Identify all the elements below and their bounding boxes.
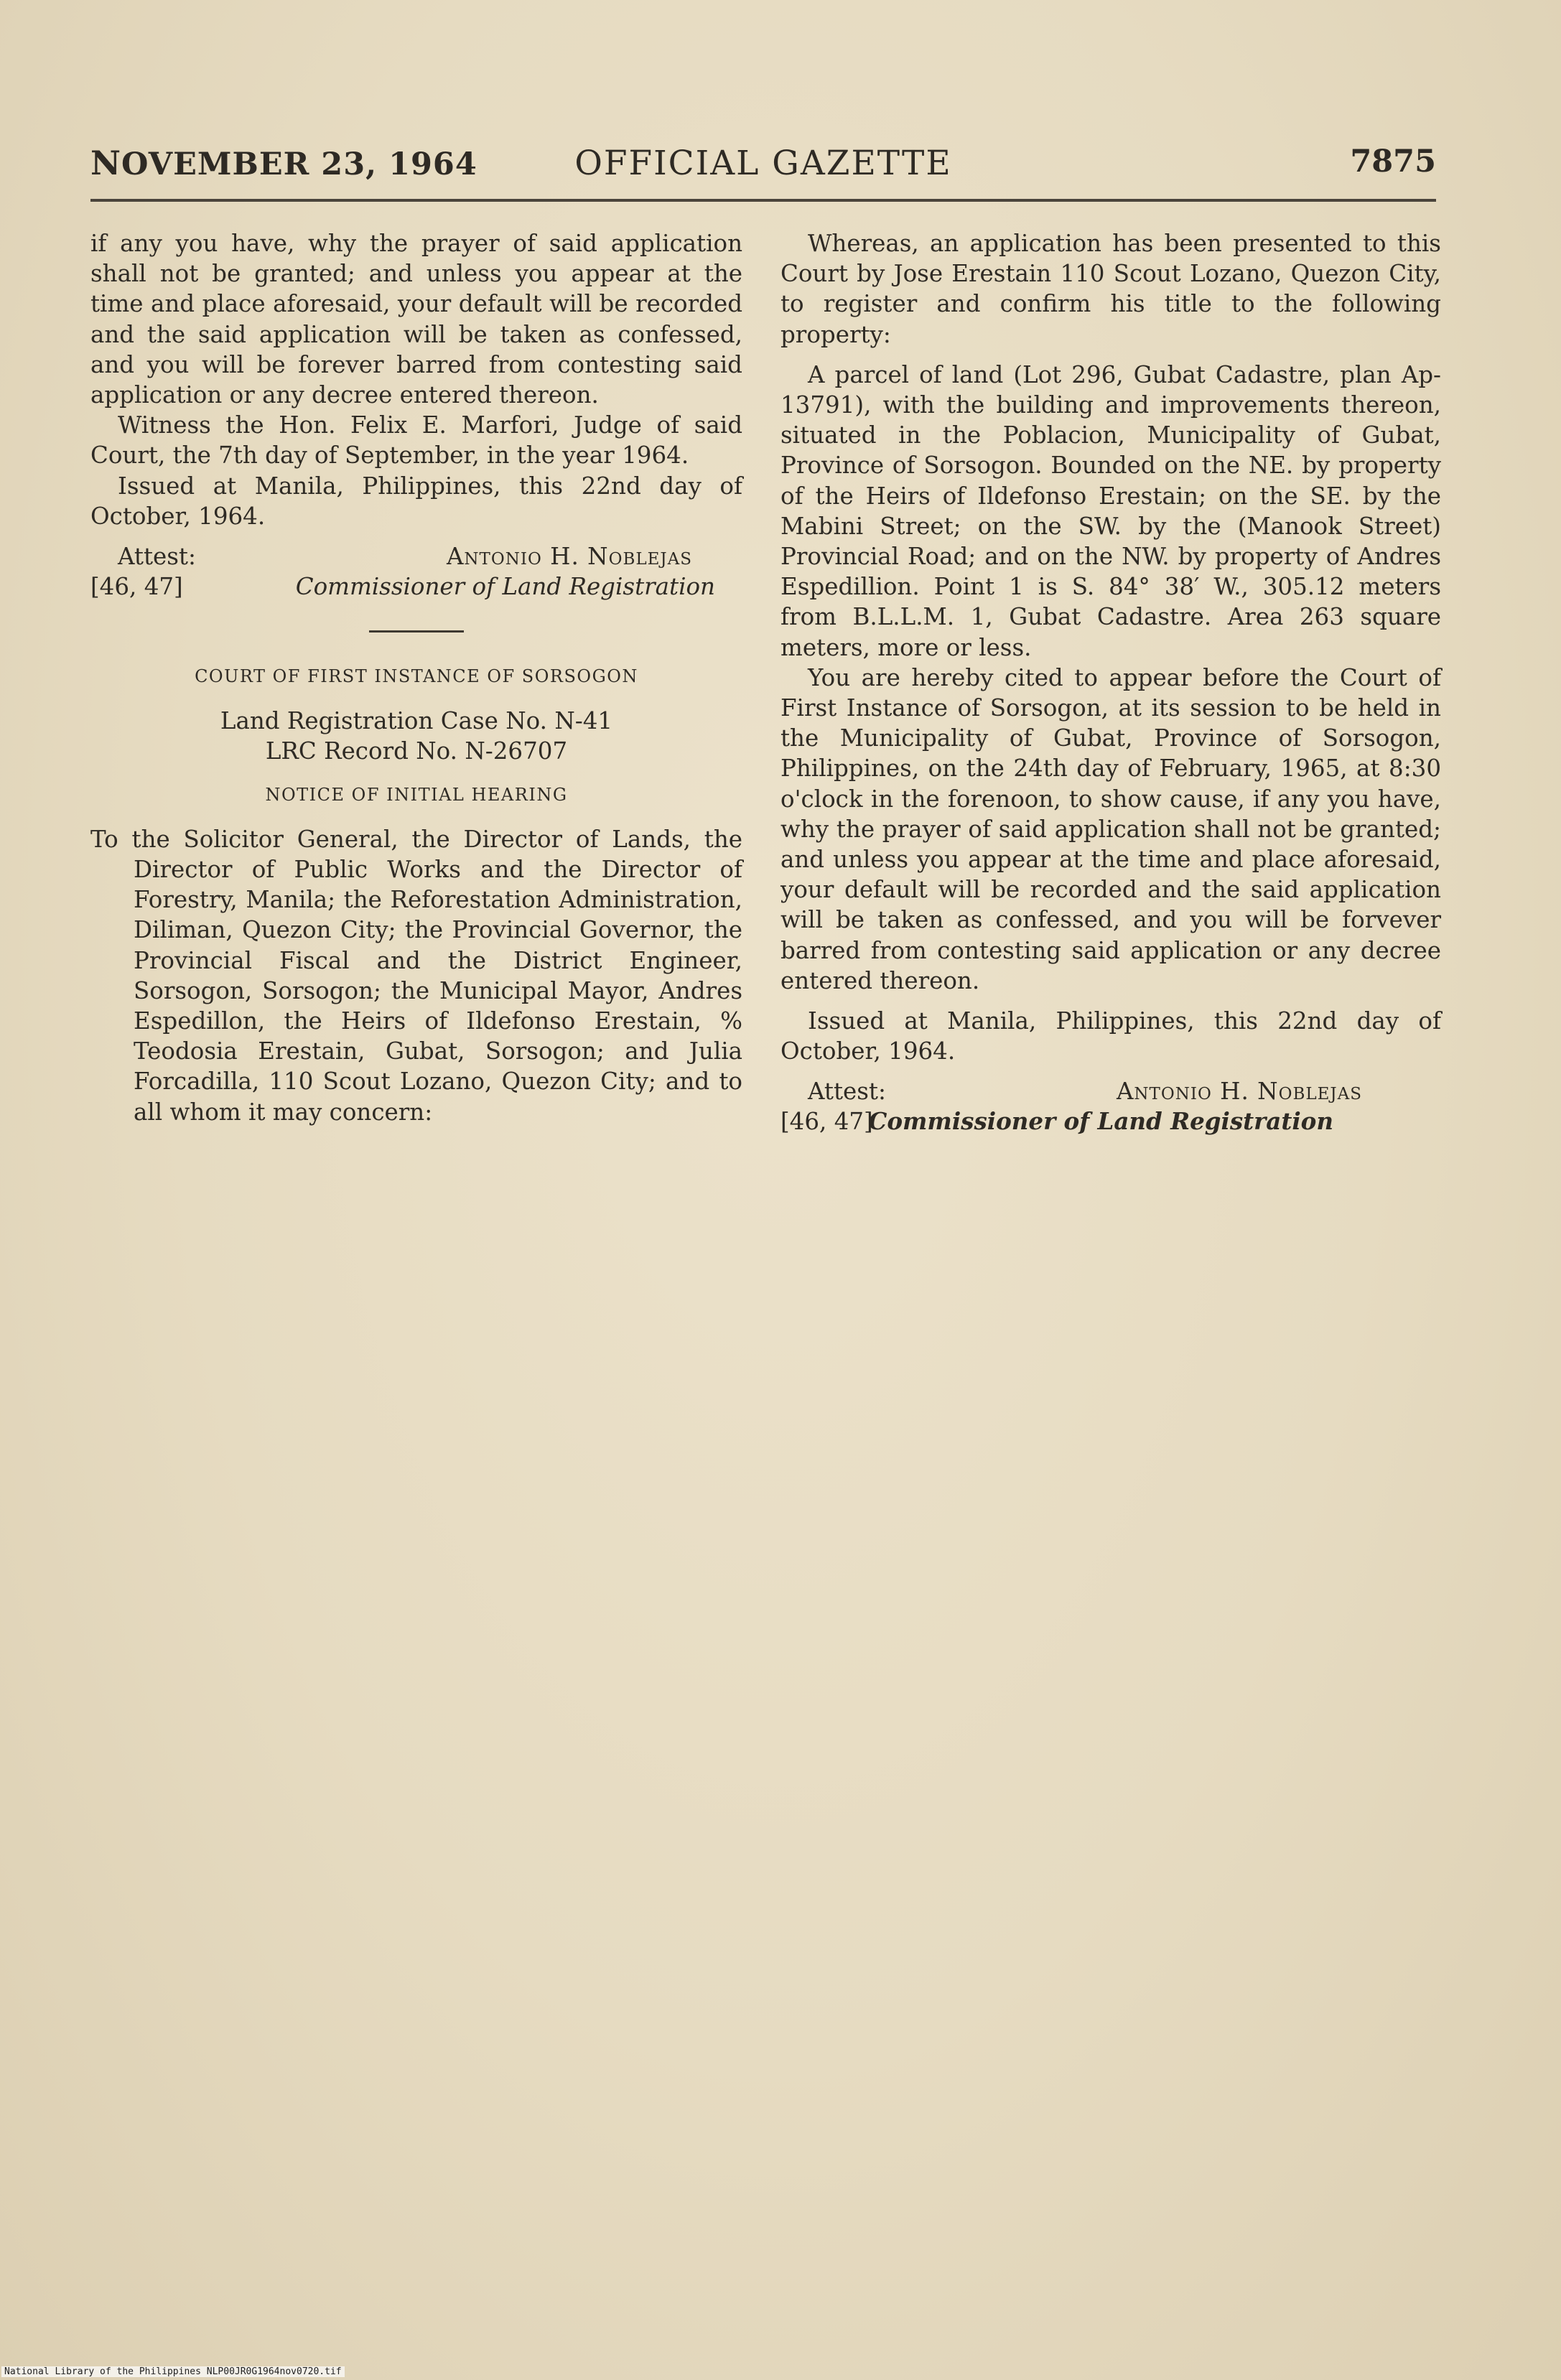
attest-label: Attest: (808, 1078, 886, 1106)
court-heading: COURT OF FIRST INSTANCE OF SORSOGON (195, 666, 638, 687)
section-divider (369, 630, 464, 633)
notice-title: NOTICE OF INITIAL HEARING (265, 784, 568, 805)
signer-name: Antonio H. Noblejas (1116, 1078, 1362, 1106)
signer-title: Commissioner of Land Registration (868, 1107, 1333, 1136)
header-rule (90, 199, 1436, 202)
addressees-paragraph: To the Solicitor General, the Director of Lands, the Director of Public Works and the Director of Forestry, Manila; the Reforestation Administration, Diliman, Quezon City; the Provincial Governor, the Provincial Fiscal and the District Engineer, Sorsogon, Sorsogon; the Municipal Mayor, Andres Espedillon, the Heirs of Ildefonso Erestain, % Teodosia Erestain, Gubat, Sorsogon; and Julia Forcadilla, 110 Scout Lozano, Quezon City; and to all whom it may concern: (90, 825, 742, 1126)
attest-reference: [46, 47] (780, 1108, 873, 1136)
attest-reference: [46, 47] (90, 573, 183, 601)
right-paragraph-issued: Issued at Manila, Philippines, this 22nd day of October, 1964. (780, 1007, 1441, 1065)
issue-date: NOVEMBER 23, 1964 (90, 144, 477, 182)
record-number: LRC Record No. N-26707 (265, 737, 568, 765)
page-number: 7875 (1350, 144, 1436, 179)
right-column (780, 228, 1441, 1137)
left-paragraph-witness: Witness the Hon. Felix E. Marfori, Judge of said Court, the 7th day of September, in the year 1964. (90, 411, 742, 470)
attest-label: Attest: (118, 543, 196, 571)
right-attestation (780, 1076, 1441, 1137)
right-paragraph-whereas: Whereas, an application has been presented to this Court by Jose Erestain 110 Scout Lozano, Quezon City, to register and confirm his title to the following property: (780, 230, 1441, 348)
scan-footer: National Library of the Philippines NLP00JR0G1964nov0720.tif (1, 2366, 345, 2377)
signer-title: Commissioner of Land Registration (295, 573, 715, 601)
page-header (90, 144, 1436, 187)
right-paragraph-citation: You are hereby cited to appear before the Court of First Instance of Sorsogon, at its session to be held in the Municipality of Gubat, Province of Sorsogon, Philippines, on the 24th day of February, 1965, at 8:30 o'clock in the forenoon, to show cause, if any you have, why the prayer of said application shall not be granted; and unless you appear at the time and place aforesaid, your default will be recorded and the said application will be taken as confessed, and you will be forvever barred from contesting said application or any decree entered thereon. (780, 663, 1441, 994)
left-attestation (90, 541, 742, 602)
case-number: Land Registration Case No. N-41 (220, 707, 613, 735)
right-paragraph-property: A parcel of land (Lot 296, Gubat Cadastre, plan Ap-13791), with the building and improvements thereon, situated in the Poblacion, Municipality of Gubat, Province of Sorsogon. Bounded on the NE. by property of the Heirs of Ildefonso Erestain; on the SE. by the Mabini Street; on the SW. by the (Manook Street) Provincial Road; and on the NW. by property of Andres Espedillion. Point 1 is S. 84° 38′ W., 305.12 meters from B.L.L.M. 1, Gubat Cadastre. Area 263 square meters, more or less. (780, 360, 1441, 661)
left-paragraph-continuation: if any you have, why the prayer of said application shall not be granted; and unless you appear at the time and place aforesaid, your default will be recorded and the said application will be taken as confessed, and you will be forever barred from contesting said application or any decree entered thereon. (90, 230, 742, 409)
publication-title: OFFICIAL GAZETTE (574, 144, 952, 183)
left-paragraph-issued: Issued at Manila, Philippines, this 22nd day of October, 1964. (90, 472, 742, 530)
left-column (90, 228, 742, 1127)
signer-name: Antonio H. Noblejas (446, 543, 692, 571)
